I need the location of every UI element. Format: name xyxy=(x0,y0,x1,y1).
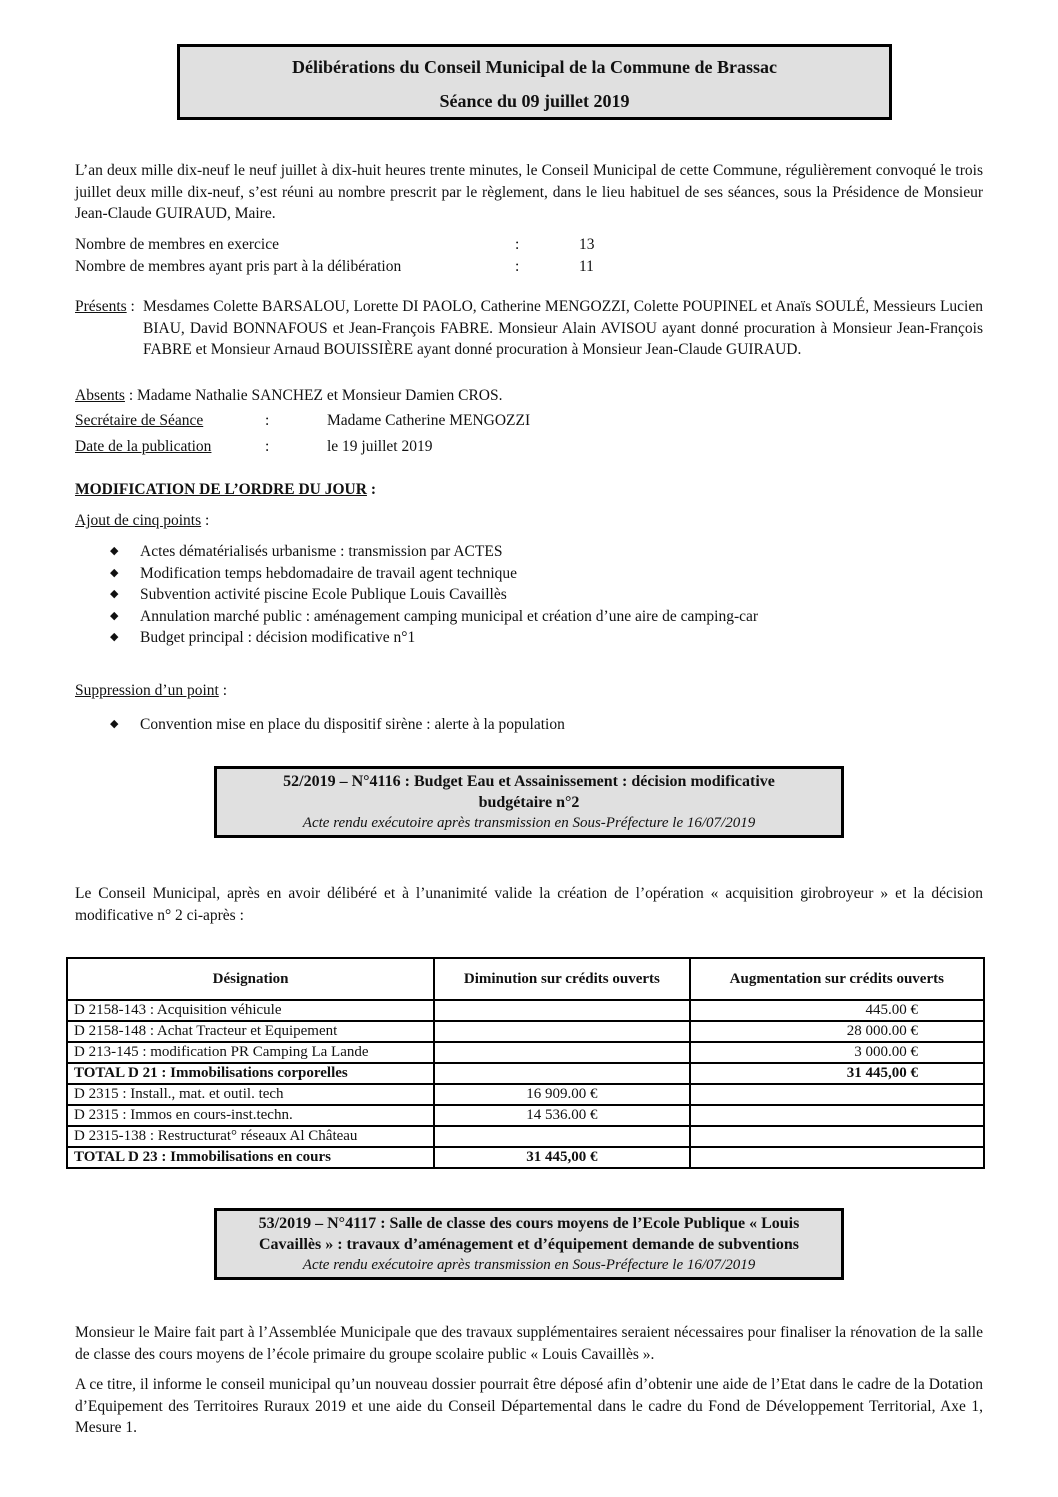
cell-diminution xyxy=(434,1063,689,1084)
members-in-office-label: Nombre de membres en exercice xyxy=(75,236,279,253)
list-item xyxy=(110,714,565,736)
removed-points-label xyxy=(75,682,227,700)
cell-diminution: 14 536.00 € xyxy=(434,1105,689,1126)
deliberation-52-text: Le Conseil Municipal, après en avoir délibéré et à l’unanimité valide la création de l’opération « acquisition girobroyeur » et la décision modificative n° 2 ci-après : xyxy=(75,885,983,924)
added-points-label-text: Ajout de cinq points xyxy=(75,512,202,529)
document-title: Délibérations du Conseil Municipal de la Commune de Brassac xyxy=(291,57,778,77)
publication-row xyxy=(75,436,775,458)
cell-designation: TOTAL D 21 : Immobilisations corporelles xyxy=(67,1063,434,1084)
bullet-icon: ◆ xyxy=(110,718,119,730)
deliberation-53-box xyxy=(214,1208,844,1280)
list-item xyxy=(110,627,758,649)
deliberation-52-title-line1: 52/2019 – N°4116 : Budget Eau et Assainissement : décision modificative xyxy=(283,773,775,790)
table-row xyxy=(67,1000,984,1021)
secretary-row xyxy=(75,410,775,432)
list-item-text: Convention mise en place du dispositif sirène : alerte à la population xyxy=(140,716,565,733)
table-row xyxy=(67,1042,984,1063)
secretary-label: Secrétaire de Séance xyxy=(75,412,204,429)
colon: : xyxy=(265,412,270,429)
removed-points-label-text: Suppression d’un point xyxy=(75,682,219,699)
cell-augmentation xyxy=(690,1105,984,1126)
cell-diminution xyxy=(434,1126,689,1147)
column-header-designation: Désignation xyxy=(67,958,434,1000)
cell-diminution: 16 909.00 € xyxy=(434,1084,689,1105)
absents-text: : Madame Nathalie SANCHEZ et Monsieur Damien CROS. xyxy=(124,387,503,404)
column-header-diminution: Diminution sur crédits ouverts xyxy=(434,958,689,1000)
members-voting-label: Nombre de membres ayant pris part à la délibération xyxy=(75,258,402,275)
list-item-text: Annulation marché public : aménagement camping municipal et création d’une aire de camping-car xyxy=(140,607,759,625)
colon: : xyxy=(515,258,520,275)
cell-augmentation xyxy=(690,1147,984,1168)
bullet-icon: ◆ xyxy=(110,609,119,622)
members-in-office-value: 13 xyxy=(579,236,595,253)
budget-table xyxy=(66,957,985,1169)
colon: : xyxy=(515,236,520,253)
presents-label-text: Présents xyxy=(75,298,127,315)
cell-diminution xyxy=(434,1000,689,1021)
column-header-augmentation: Augmentation sur crédits ouverts xyxy=(690,958,984,1000)
bullet-icon: ◆ xyxy=(110,588,119,600)
cell-diminution xyxy=(434,1042,689,1063)
bullet-icon: ◆ xyxy=(110,631,119,643)
colon: : xyxy=(265,438,270,455)
cell-augmentation xyxy=(690,1126,984,1147)
deliberation-52-box xyxy=(214,766,844,838)
deliberation-53-title-line1: 53/2019 – N°4117 : Salle de classe des cours moyens de l’Ecole Publique « Louis xyxy=(258,1215,800,1232)
document-title-box xyxy=(177,44,892,120)
presents-text: Mesdames Colette BARSALOU, Lorette DI PAOLO, Catherine MENGOZZI, Colette POUPINEL et Anaïs SOULÉ, Messieurs Lucien BIAU, David BONNAFOUS et Jean-François FABRE. Monsieur Alain AVISOU ayant donné procuration à Monsieur Jean-François FABRE et Monsieur Arnaud BOUISSIÈRE ayant donné procuration à Monsieur Jean-Claude GUIRAUD. xyxy=(143,298,983,358)
added-points-label xyxy=(75,512,209,530)
cell-diminution: 31 445,00 € xyxy=(434,1147,689,1168)
deliberation-53-title-line2: Cavaillès » : travaux d’aménagement et d’équipement demande de subventions xyxy=(259,1235,799,1253)
table-row xyxy=(67,1021,984,1042)
cell-designation: D 213-145 : modification PR Camping La Lande xyxy=(67,1042,434,1063)
list-item xyxy=(110,606,758,628)
session-date: Séance du 09 juillet 2019 xyxy=(439,91,630,111)
deliberation-52-subtitle: Acte rendu exécutoire après transmission en Sous-Préfecture le 16/07/2019 xyxy=(302,815,756,831)
cell-augmentation: 28 000.00 € xyxy=(690,1021,984,1042)
publication-label: Date de la publication xyxy=(75,438,212,455)
bullet-icon: ◆ xyxy=(110,545,119,557)
deliberation-53-subtitle: Acte rendu exécutoire après transmission en Sous-Préfecture le 16/07/2019 xyxy=(302,1257,756,1273)
bullet-icon: ◆ xyxy=(110,566,119,579)
deliberation-53-paragraph-2: A ce titre, il informe le conseil municipal qu’un nouveau dossier pourrait être déposé afin d’obtenir une aide de l’Etat dans le cadre de la Dotation d’Equipement des Territoires Ruraux 2019 et une aide du Conseil Départemental dans le cadre du Fond de Développement Territorial, Axe 1, Mesure 1. xyxy=(75,1376,983,1436)
added-points-list xyxy=(110,541,758,649)
absents-line xyxy=(75,385,503,406)
cell-augmentation: 445.00 € xyxy=(690,1000,984,1021)
table-total-row xyxy=(67,1063,984,1084)
list-item-text: Actes dématérialisés urbanisme : transmission par ACTES xyxy=(140,543,503,560)
list-item xyxy=(110,541,758,563)
absents-label: Absents xyxy=(75,387,125,404)
secretary-value: Madame Catherine MENGOZZI xyxy=(327,412,531,429)
list-item-text: Modification temps hebdomadaire de travail agent technique xyxy=(140,564,518,582)
publication-value: le 19 juillet 2019 xyxy=(327,438,433,455)
removed-points-list xyxy=(110,714,565,736)
table-total-row xyxy=(67,1147,984,1168)
cell-designation: D 2158-143 : Acquisition véhicule xyxy=(67,1000,434,1021)
intro-paragraph: L’an deux mille dix-neuf le neuf juillet à dix-huit heures trente minutes, le Conseil Municipal de cette Commune, régulièrement convoqué le trois juillet deux mille dix-neuf, s’est réuni au nombre prescrit par le règlement, dans le lieu habituel de ses séances, sous la Présidence de Monsieur Jean-Claude GUIRAUD, Maire. xyxy=(75,162,983,222)
table-row xyxy=(67,1126,984,1147)
cell-designation: D 2315 : Install., mat. et outil. tech xyxy=(67,1084,434,1105)
list-item-text: Subvention activité piscine Ecole Publique Louis Cavaillès xyxy=(140,586,507,603)
presents-section xyxy=(75,296,983,386)
presents-separator: : xyxy=(126,298,135,315)
cell-augmentation: 3 000.00 € xyxy=(690,1042,984,1063)
table-row xyxy=(67,1105,984,1126)
cell-diminution xyxy=(434,1021,689,1042)
members-voting-value: 11 xyxy=(579,258,594,275)
added-points-suffix: : xyxy=(201,512,210,529)
members-voting-row xyxy=(75,256,775,278)
cell-designation: TOTAL D 23 : Immobilisations en cours xyxy=(67,1147,434,1168)
deliberation-53-paragraph-1: Monsieur le Maire fait part à l’Assemblée Municipale que des travaux supplémentaires seraient nécessaires pour finaliser la rénovation de la salle de classe des cours moyens de l’école primaire du groupe scolaire public « Louis Cavaillès ». xyxy=(75,1324,983,1363)
table-header-row xyxy=(67,958,984,1000)
deliberation-52-title-line2: budgétaire n°2 xyxy=(478,793,580,811)
cell-designation: D 2315 : Immos en cours-inst.techn. xyxy=(67,1105,434,1126)
agenda-heading-text: MODIFICATION DE L’ORDRE DU JOUR xyxy=(75,481,367,498)
list-item-text: Budget principal : décision modificative n°1 xyxy=(140,629,416,646)
removed-points-suffix: : xyxy=(218,682,227,699)
cell-augmentation xyxy=(690,1084,984,1105)
cell-designation: D 2158-148 : Achat Tracteur et Equipement xyxy=(67,1021,434,1042)
agenda-heading-suffix: : xyxy=(366,481,376,498)
presents-label xyxy=(75,296,135,318)
list-item xyxy=(110,584,758,606)
cell-augmentation: 31 445,00 € xyxy=(690,1063,984,1084)
agenda-heading xyxy=(75,481,376,499)
list-item xyxy=(110,563,758,585)
members-in-office-row xyxy=(75,234,775,256)
cell-designation: D 2315-138 : Restructurat° réseaux Al Château xyxy=(67,1126,434,1147)
table-row xyxy=(67,1084,984,1105)
